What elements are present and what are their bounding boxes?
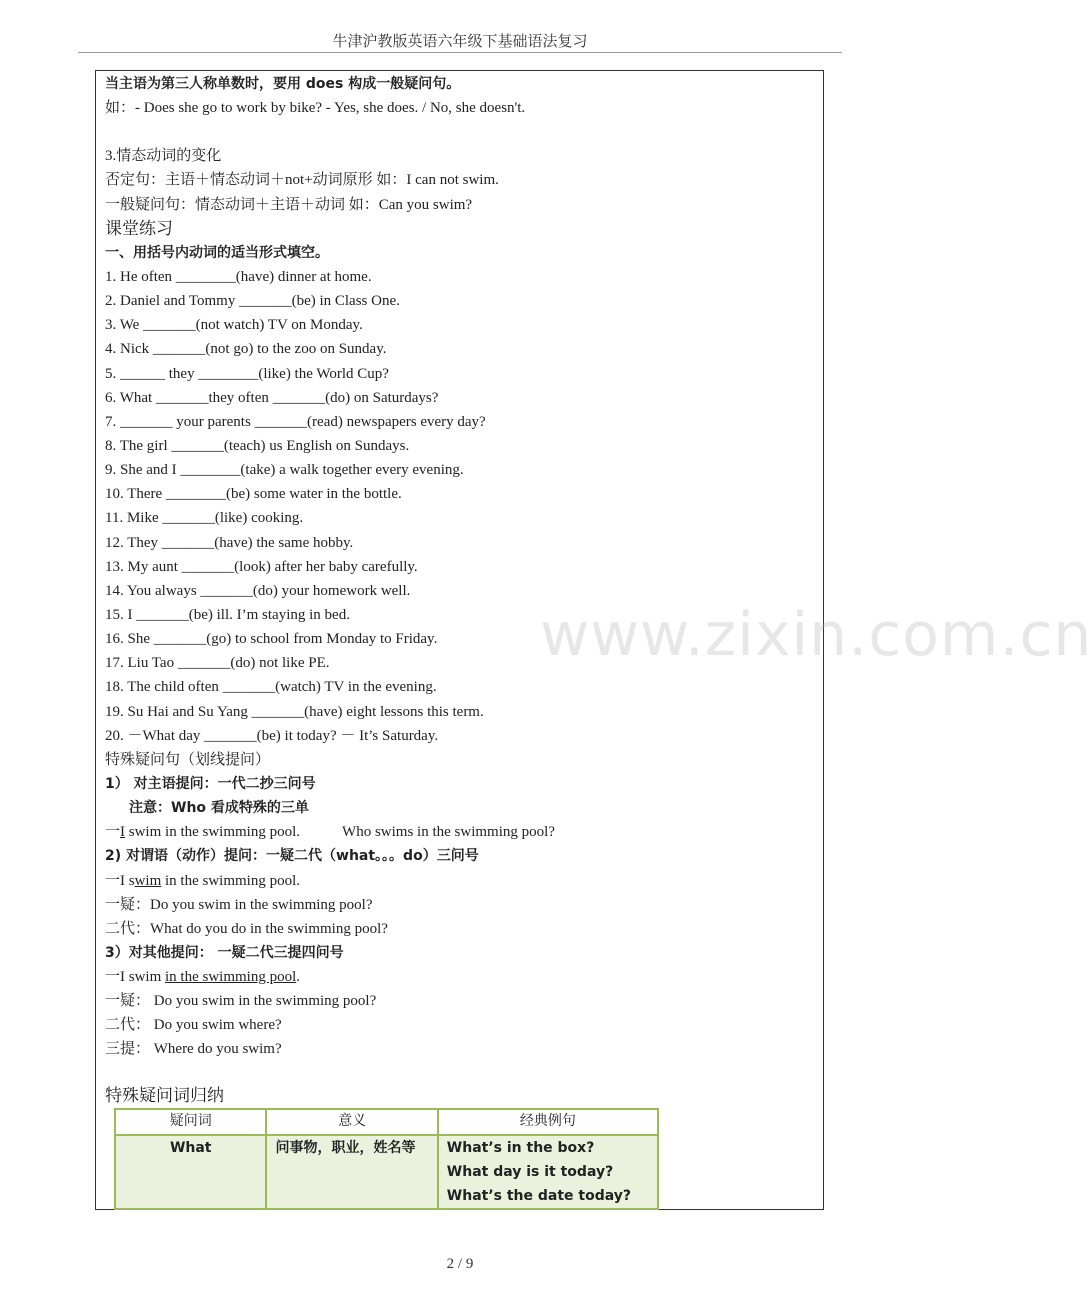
text-line: 注意：Who 看成特殊的三单 xyxy=(129,800,309,817)
text-line: 3.情态动词的变化 xyxy=(105,148,222,165)
table-header-row xyxy=(115,1109,658,1135)
table-cell-examples xyxy=(438,1135,658,1209)
text-line: 3. We _______(not watch) TV on Monday. xyxy=(105,317,363,334)
other-post: . xyxy=(296,969,301,986)
text-line: 1. He often ________(have) dinner at home. xyxy=(105,268,372,285)
text-line: 否定句：主语＋情态动词＋not+动词原形 如：I can not swim. xyxy=(105,172,499,189)
text-line: 特殊疑问句（划线提问） xyxy=(105,751,271,768)
predicate-underlined: wim xyxy=(134,872,162,889)
text-line: 20. －What day _______(be) it today? － It’s Saturday. xyxy=(105,727,439,744)
other-step1: 一疑： Do you swim in the swimming pool? xyxy=(105,993,377,1010)
predicate-step1: 一疑：Do you swim in the swimming pool? xyxy=(105,896,373,913)
meaning-text: 问事物，职业，姓名等 xyxy=(275,1140,416,1156)
text-line: 如：- Does she go to work by bike? - Yes, she does. / No, she doesn't. xyxy=(105,100,526,117)
example-sentence: What’s in the box? xyxy=(446,1140,595,1156)
predicate-post: in the swimming pool. xyxy=(161,872,301,889)
text-line: 16. She _______(go) to school from Monday to Friday. xyxy=(105,631,438,648)
table-cell-word xyxy=(115,1135,266,1209)
watermark: www.zixin.com.cn xyxy=(540,600,1092,670)
example-answer: Who swims in the swimming pool? xyxy=(342,824,555,841)
text-line: 1） 对主语提问：一代二抄三问号 xyxy=(105,775,316,792)
table-title: 特殊疑问词归纳 xyxy=(105,1086,224,1106)
text-line: 11. Mike _______(like) cooking. xyxy=(105,510,304,527)
text-line: 9. She and I ________(take) a walk together every evening. xyxy=(105,462,464,479)
dash: 一 xyxy=(105,824,121,841)
other-underlined: in the swimming pool xyxy=(165,969,297,986)
page-header: 牛津沪教版英语六年级下基础语法复习 xyxy=(332,32,588,50)
blank-line xyxy=(105,120,805,144)
text-line: 10. There ________(be) some water in the bottle. xyxy=(105,486,402,503)
table-header-cell: 经典例句 xyxy=(438,1109,658,1135)
predicate-example xyxy=(105,869,805,893)
other-title: 3）对其他提问： 一疑二代三提四问号 xyxy=(105,944,344,961)
text-line: 一、用括号内动词的适当形式填空。 xyxy=(105,244,329,261)
question-word-table xyxy=(114,1108,659,1210)
other-step3: 三提： Where do you swim? xyxy=(105,1041,282,1058)
example-sentence: What’s the date today? xyxy=(446,1188,632,1204)
document-body xyxy=(105,72,805,1062)
table-header-cell: 意义 xyxy=(266,1109,437,1135)
text-line: 当主语为第三人称单数时，要用 does 构成一般疑问句。 xyxy=(105,76,461,92)
text-lines xyxy=(105,72,805,820)
predicate-pre: 一I s xyxy=(105,872,135,889)
section-heading: 课堂练习 xyxy=(105,218,173,239)
table-row xyxy=(115,1135,658,1209)
other-step2: 二代： Do you swim where? xyxy=(105,1017,282,1034)
other-pre: 一I swim xyxy=(105,969,166,986)
text-line: 7. _______ your parents _______(read) newspapers every day? xyxy=(105,413,486,430)
predicate-title: 2) 对谓语（动作）提问：一疑二代（what。。。do）三问号 xyxy=(105,848,479,865)
underlined-subject: I xyxy=(120,824,126,841)
table-header-cell: 疑问词 xyxy=(115,1109,266,1135)
text-line: 19. Su Hai and Su Yang _______(have) eight lessons this term. xyxy=(105,703,484,720)
text-line: 18. The child often _______(watch) TV in the evening. xyxy=(105,679,437,696)
text-line: 4. Nick _______(not go) to the zoo on Sunday. xyxy=(105,341,387,358)
text-line: 12. They _______(have) the same hobby. xyxy=(105,534,354,551)
text-line: 17. Liu Tao _______(do) not like PE. xyxy=(105,655,330,672)
question-word: What xyxy=(169,1140,212,1156)
text-line: 5. ______ they ________(like) the World Cup? xyxy=(105,365,389,382)
predicate-step2: 二代：What do you do in the swimming pool? xyxy=(105,920,388,937)
text-line: 8. The girl _______(teach) us English on Sundays. xyxy=(105,437,410,454)
text-line: 一般疑问句：情态动词＋主语＋动词 如：Can you swim? xyxy=(105,196,473,213)
header-rule xyxy=(78,52,842,53)
table-cell-meaning xyxy=(266,1135,437,1209)
text-line: 15. I _______(be) ill. I’m staying in bed. xyxy=(105,606,350,623)
example-rest: swim in the swimming pool. xyxy=(125,824,301,841)
other-example xyxy=(105,965,805,989)
page-number: 2 / 9 xyxy=(446,1256,474,1272)
text-line: 14. You always _______(do) your homework well. xyxy=(105,582,411,599)
example-sentence: What day is it today? xyxy=(446,1164,614,1180)
text-line: 13. My aunt _______(look) after her baby carefully. xyxy=(105,558,418,575)
text-line: 6. What _______they often _______(do) on Saturdays? xyxy=(105,389,439,406)
text-line: 2. Daniel and Tommy _______(be) in Class One. xyxy=(105,293,400,310)
subject-example-line xyxy=(105,820,805,844)
